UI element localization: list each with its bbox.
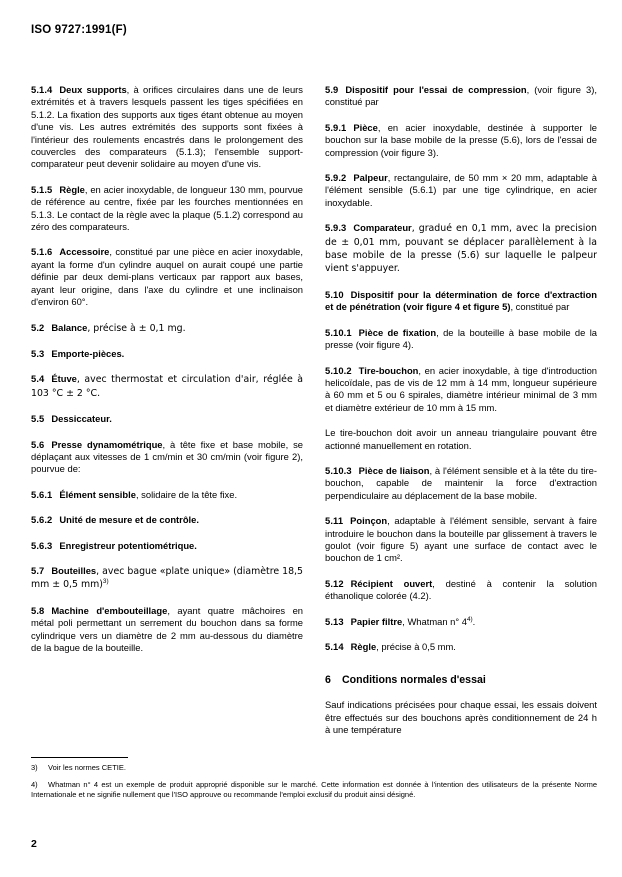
clause-5-10-2 bbox=[325, 365, 597, 415]
clause-5-9-2 bbox=[325, 172, 597, 209]
two-column-body bbox=[31, 84, 597, 750]
clause-5-12 bbox=[325, 578, 597, 603]
clause-number: 5.9.3 bbox=[325, 222, 347, 234]
clause-5-1-6 bbox=[31, 246, 303, 308]
clause-5-8 bbox=[31, 605, 303, 655]
left-column bbox=[31, 84, 303, 750]
clause-5-6-1 bbox=[31, 489, 303, 501]
clause-number: 5.9.2 bbox=[325, 172, 347, 184]
clause-term: Dispositif pour la détermination de force d'extraction et de pénétration (voir figure 4 et figure 5) bbox=[325, 288, 597, 313]
clause-number: 5.6.2 bbox=[31, 514, 53, 526]
clause-text: , avec thermostat et circulation d'air, réglée à 103 °C ± 2 °C. bbox=[31, 374, 303, 399]
clause-number: 5.1.6 bbox=[31, 246, 53, 258]
clause-term: Palpeur bbox=[353, 172, 388, 184]
section-number: 6 bbox=[325, 674, 331, 687]
clause-5-1-5 bbox=[31, 184, 303, 234]
clause-text: , en acier inoxydable, destinée à supporter le bouchon sur la base mobile de la presse (5.6), lors de l'essai de compression (voir figure 3). bbox=[325, 121, 597, 158]
clause-5-11 bbox=[325, 515, 597, 565]
clause-number: 5.1.4 bbox=[31, 84, 53, 95]
clause-5-2 bbox=[31, 322, 303, 335]
clause-text: , à orifices circulaires dans une de leurs extrémités et à travers lesquels passent les tiges spécifiées en 5.1.2. La fixation des supports aux tiges étant obtenue au moyen d'une vis. Les autres extrémités des supports sont fixées à l'intérieur des roulements encastrés dans le prolongement des couvercles des comparateurs (5.1.3); l'ensemble support-comparateur peut devenir solidaire au moyen d'une vis. bbox=[31, 84, 303, 170]
clause-text: , ayant quatre mâchoires en métal poli permettant un serrement du bouchon dans sa forme cylindrique vers un diamètre de 2 mm au-dessous du diamètre de la bague de la bouteille. bbox=[31, 604, 304, 653]
clause-5-7 bbox=[31, 565, 303, 592]
clause-number: 5.1.5 bbox=[31, 183, 53, 195]
footnote-mark: 4) bbox=[31, 779, 38, 789]
clause-number: 5.6.3 bbox=[31, 539, 53, 551]
clause-term: Récipient ouvert bbox=[350, 577, 433, 589]
clause-number: 5.13 bbox=[325, 615, 344, 627]
footnote-3 bbox=[31, 763, 597, 774]
clause-number: 5.6 bbox=[31, 438, 45, 450]
clause-5-5 bbox=[31, 413, 303, 425]
clause-term: Comparateur bbox=[353, 222, 412, 234]
clause-text: , solidaire de la tête fixe. bbox=[135, 488, 238, 500]
clause-number: 5.12 bbox=[325, 577, 344, 589]
clause-number: 5.3 bbox=[31, 347, 45, 359]
clause-number: 5.6.1 bbox=[31, 488, 53, 500]
clause-text: , en acier inoxydable, à tige d'introduction helicoïdale, pas de vis de 12 mm à 14 mm, longueur supérieure à 60 mm et 5 ou 6 spirales, diamètre intérieur minimal de 3 mm et diamètre extérieur de 10 mm à 15 mm. bbox=[325, 364, 597, 413]
clause-term: Élément sensible bbox=[59, 488, 136, 500]
clause-term: Étuve bbox=[51, 373, 77, 385]
clause-term: Machine d'embouteillage bbox=[51, 604, 168, 616]
clause-5-4 bbox=[31, 373, 303, 400]
footnote-ref-3: 3) bbox=[102, 578, 109, 586]
clause-text: , avec bague «plate unique» (diamètre 18,5 mm ± 0,5 mm) bbox=[31, 565, 303, 591]
clause-5-10-2-note bbox=[325, 427, 597, 452]
clause-text: , précise à ± 0,1 mg. bbox=[87, 322, 186, 334]
clause-number: 5.4 bbox=[31, 373, 45, 385]
clause-term: Dessiccateur. bbox=[51, 413, 112, 425]
page-number: 2 bbox=[31, 838, 37, 850]
clause-term: Emporte-pièces. bbox=[51, 347, 125, 359]
clause-5-9-3 bbox=[325, 222, 597, 276]
footnote-text: Whatman n° 4 est un exemple de produit approprié disponible sur le marché. Cette information est donnée à l'intention des utilisateurs de la présente Norme Internationale et ne signifie nullement que l'ISO approuve ou recommande l'emploi exclusif du produit ainsi désigné. bbox=[31, 779, 597, 800]
clause-5-14 bbox=[325, 641, 597, 653]
clause-number: 5.2 bbox=[31, 321, 45, 333]
clause-term: Pièce de fixation bbox=[358, 326, 437, 338]
clause-term: Pièce de liaison bbox=[358, 464, 430, 476]
footnotes bbox=[31, 763, 597, 801]
clause-text: , précise à 0,5 mm. bbox=[376, 641, 456, 652]
clause-text: , constitué par bbox=[510, 301, 570, 313]
clause-5-6-3 bbox=[31, 540, 303, 552]
clause-5-9-1 bbox=[325, 122, 597, 159]
clause-text: , rectangulaire, de 50 mm × 20 mm, adaptable à l'élément sensible (5.6.1) par une tige cylindrique, en acier inoxydable. bbox=[325, 172, 597, 208]
clause-term: Règle bbox=[350, 641, 377, 652]
footnote-mark: 3) bbox=[31, 763, 38, 772]
clause-text: , Whatman n° 4 bbox=[402, 615, 467, 627]
clause-term: Pièce bbox=[353, 121, 378, 133]
page-header: ISO 9727:1991(F) bbox=[31, 24, 127, 36]
clause-5-13 bbox=[325, 616, 597, 628]
clause-term: Dispositif pour l'essai de compression bbox=[345, 84, 527, 95]
footnote-text: Voir les normes CETIE. bbox=[48, 763, 126, 772]
clause-5-1-4 bbox=[31, 84, 303, 171]
clause-term: Poinçon bbox=[350, 515, 388, 527]
footnote-separator bbox=[31, 757, 128, 758]
clause-number: 5.11 bbox=[325, 515, 344, 527]
section-heading-6 bbox=[325, 674, 597, 687]
clause-text-tail: . bbox=[472, 615, 476, 627]
clause-text: , constitué par une pièce en acier inoxydable, ayant la forme d'un cylindre auquel on aurait coupé une partie définie par deux demi-plans verticaux par rapport aux bases, ayant leur origine, dans l'axe du cylindre et une inclinaison d'environ 60°. bbox=[31, 246, 303, 308]
clause-text: , de la bouteille à base mobile de la presse (voir figure 4). bbox=[325, 326, 598, 351]
clause-number: 5.9 bbox=[325, 84, 339, 95]
clause-5-10-1 bbox=[325, 327, 597, 352]
footnote-ref-4: 4) bbox=[466, 615, 473, 623]
clause-text: , en acier inoxydable, de longueur 130 mm, pourvue de référence au centre, fixée par les fourches mentionnées en 5.1.3. Le contact de la règle avec la plaque (5.1.2) correspond au zéro des comparateurs. bbox=[31, 183, 303, 233]
clause-number: 5.10.3 bbox=[325, 464, 352, 476]
footnote-4 bbox=[31, 780, 597, 801]
clause-term: Deux supports bbox=[59, 84, 127, 95]
clause-5-3 bbox=[31, 348, 303, 360]
clause-number: 5.10 bbox=[325, 288, 344, 300]
clause-term: Unité de mesure et de contrôle. bbox=[59, 514, 199, 526]
clause-text: , à tête fixe et base mobile, se déplaçant aux vitesses de 1 cm/min et 30 cm/min (voir figure 2), pourvue de: bbox=[31, 438, 303, 475]
clause-text: , à l'élément sensible et à la tête du tire-bouchon, capable de maintenir la force d'extraction perpendiculaire au déplacement de la base mobile. bbox=[325, 464, 597, 501]
clause-text: , gradué en 0,1 mm, avec la precision de ± 0,01 mm, pouvant se déplacer parallèlement à la base mobile de la presse (5.6) sur laquelle le palpeur vient s'appuyer. bbox=[325, 223, 597, 275]
clause-number: 5.5 bbox=[31, 413, 45, 425]
clause-term: Bouteilles bbox=[51, 564, 97, 576]
clause-text: , adaptable à l'élément sensible, servant à faire introduire le bouchon dans la bouteille par glissement à travers le goulot (voir figure 5) ayant une surface de contact avec le bouchon de 1 cm². bbox=[325, 515, 597, 564]
clause-term: Enregistreur potentiométrique. bbox=[59, 539, 197, 551]
section-title: Conditions normales d'essai bbox=[342, 674, 486, 687]
clause-term: Tire-bouchon bbox=[358, 364, 419, 376]
clause-5-10-3 bbox=[325, 465, 597, 502]
clause-5-10 bbox=[325, 289, 597, 314]
clause-number: 5.10.1 bbox=[325, 326, 352, 338]
clause-term: Accessoire bbox=[59, 246, 110, 258]
clause-5-6 bbox=[31, 439, 303, 476]
clause-text: , destiné à contenir la solution éthanolique colorée (4.2). bbox=[325, 577, 597, 602]
clause-number: 5.9.1 bbox=[325, 121, 347, 133]
clause-term: Balance bbox=[51, 321, 88, 333]
clause-5-9 bbox=[325, 84, 597, 109]
clause-5-6-2 bbox=[31, 514, 303, 526]
clause-number: 5.7 bbox=[31, 564, 45, 576]
section-6-paragraph: Sauf indications précisées pour chaque essai, les essais doivent être effectués sur des bouchons après conditionnement de 24 h à une température bbox=[325, 699, 597, 736]
clause-number: 5.8 bbox=[31, 604, 45, 616]
clause-number: 5.14 bbox=[325, 641, 344, 652]
clause-term: Presse dynamométrique bbox=[51, 438, 163, 450]
clause-term: Règle bbox=[59, 183, 85, 195]
clause-number: 5.10.2 bbox=[325, 364, 352, 376]
clause-term: Papier filtre bbox=[350, 615, 403, 627]
right-column bbox=[325, 84, 597, 750]
clause-text: , (voir figure 3), constitué par bbox=[325, 84, 597, 108]
clause-text: Le tire-bouchon doit avoir un anneau triangulaire pouvant être actionné manuellement en rotation. bbox=[325, 427, 597, 451]
